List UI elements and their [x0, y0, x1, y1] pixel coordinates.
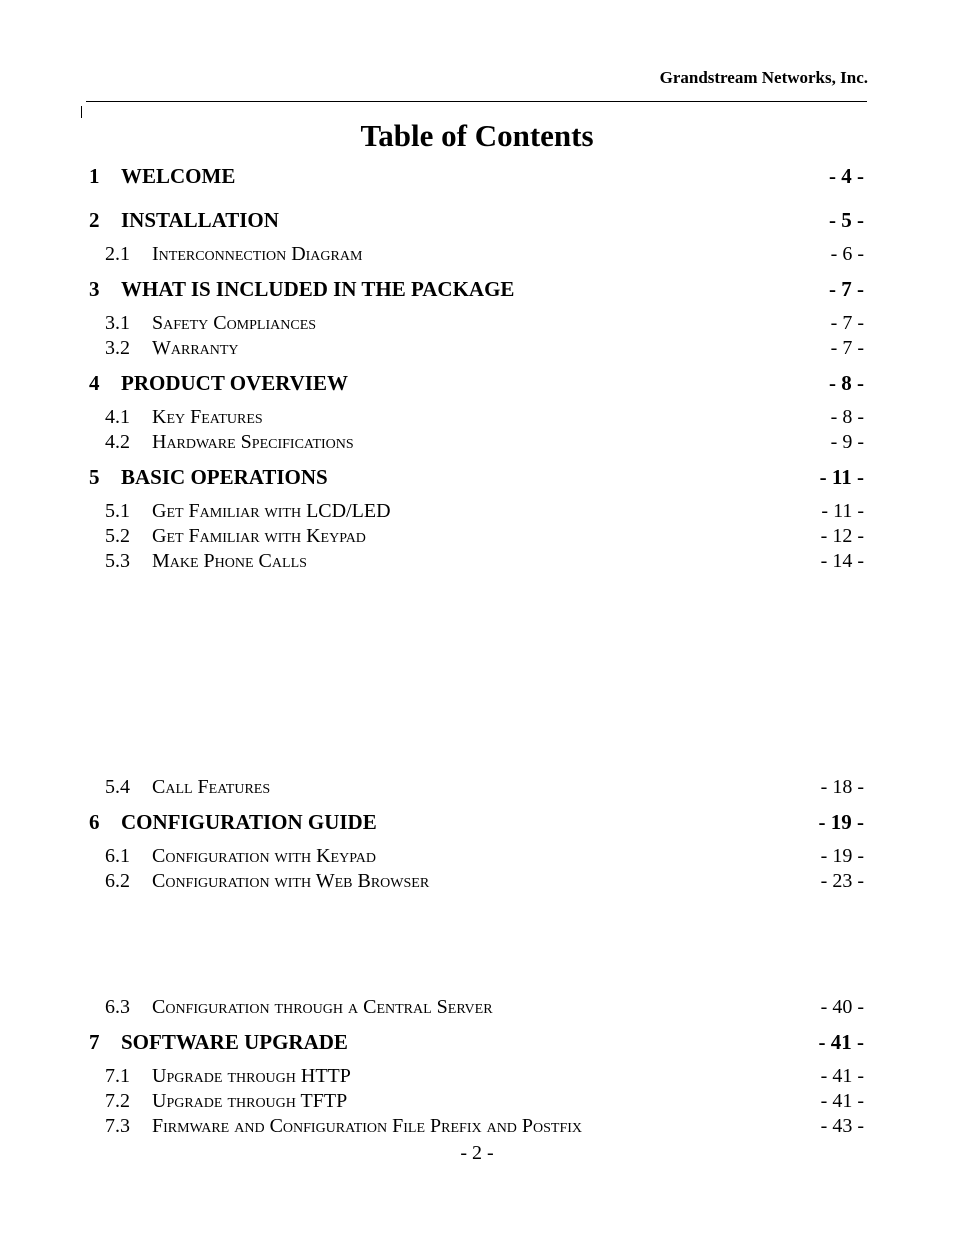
toc-text: Key Features — [152, 406, 263, 428]
toc-number: 7.1 — [105, 1065, 130, 1087]
toc-page: - 40 - — [820, 996, 864, 1018]
toc-entry-5[interactable] — [0, 464, 954, 490]
toc-text: CONFIGURATION GUIDE — [121, 810, 377, 834]
toc-number: 5.3 — [105, 550, 130, 572]
toc-number: 4 — [89, 371, 100, 395]
toc-text: Upgrade through HTTP — [152, 1065, 351, 1087]
toc-entry-6-2[interactable] — [0, 868, 954, 894]
toc-text: Firmware and Configuration File Prefix and Postfix — [152, 1115, 583, 1137]
toc-page: - 19 - — [820, 845, 864, 867]
toc-page: - 41 - — [820, 1090, 864, 1112]
toc-text: Safety Compliances — [152, 312, 317, 334]
toc-page: - 7 - — [830, 337, 864, 359]
toc-number: 5.1 — [105, 500, 130, 522]
toc-text: INSTALLATION — [121, 208, 279, 232]
toc-entry-3-2[interactable] — [0, 335, 954, 361]
toc-entry-3-1[interactable] — [0, 310, 954, 336]
toc-entry-7[interactable] — [0, 1029, 954, 1055]
toc-number: 6.2 — [105, 870, 130, 892]
toc-text: SOFTWARE UPGRADE — [121, 1030, 348, 1054]
toc-number: 7 — [89, 1030, 100, 1054]
toc-entry-7-1[interactable] — [0, 1063, 954, 1089]
toc-text: WELCOME — [121, 164, 236, 188]
toc-text: WHAT IS INCLUDED IN THE PACKAGE — [121, 277, 515, 301]
page-number: - 2 - — [460, 1142, 494, 1164]
toc-text: Configuration with Web Browser — [152, 870, 430, 892]
toc-page: - 11 - — [821, 500, 864, 522]
toc-entry-4-2[interactable] — [0, 429, 954, 455]
toc-number: 1 — [89, 164, 100, 188]
toc-text: Warranty — [152, 337, 239, 359]
toc-number: 2.1 — [105, 243, 130, 265]
toc-entry-5-4[interactable] — [0, 774, 954, 800]
toc-page: - 7 - — [830, 312, 864, 334]
toc-entry-6-3[interactable] — [0, 994, 954, 1020]
toc-number: 6 — [89, 810, 100, 834]
toc-number: 5.2 — [105, 525, 130, 547]
toc-number: 5 — [89, 465, 100, 489]
toc-page: - 23 - — [820, 870, 864, 892]
toc-page: - 4 - — [829, 164, 864, 188]
toc-text: Hardware Specifications — [152, 431, 354, 453]
toc-entry-5-3[interactable] — [0, 548, 954, 574]
toc-text: Get Familiar with Keypad — [152, 525, 366, 547]
toc-page: - 19 - — [818, 810, 864, 834]
toc-text: Get Familiar with LCD/LED — [152, 500, 391, 522]
toc-number: 6.3 — [105, 996, 130, 1018]
toc-entry-5-1[interactable] — [0, 498, 954, 524]
toc-number: 5.4 — [105, 776, 130, 798]
toc-entry-2-1[interactable] — [0, 241, 954, 267]
toc-page: - 41 - — [818, 1030, 864, 1054]
toc-number: 3.2 — [105, 337, 130, 359]
toc-text: Make Phone Calls — [152, 550, 307, 572]
toc-entry-4[interactable] — [0, 370, 954, 396]
toc-page: - 14 - — [820, 550, 864, 572]
toc-text: Configuration through a Central Server — [152, 996, 493, 1018]
toc-text: Interconnection Diagram — [152, 243, 363, 265]
toc-number: 6.1 — [105, 845, 130, 867]
toc-number: 7.2 — [105, 1090, 130, 1112]
toc-page: - 9 - — [830, 431, 864, 453]
toc-entry-7-2[interactable] — [0, 1088, 954, 1114]
toc-number: 2 — [89, 208, 100, 232]
toc-number: 4.2 — [105, 431, 130, 453]
document-title: Table of Contents — [360, 118, 594, 153]
toc-page: - 8 - — [829, 371, 864, 395]
toc-page: - 43 - — [820, 1115, 864, 1137]
toc-page: - 12 - — [820, 525, 864, 547]
toc-text: Upgrade through TFTP — [152, 1090, 348, 1112]
toc-page: - 6 - — [830, 243, 864, 265]
toc-entry-1[interactable] — [0, 163, 954, 189]
toc-entry-2[interactable] — [0, 207, 954, 233]
toc-page: - 8 - — [830, 406, 864, 428]
toc-page: - 18 - — [820, 776, 864, 798]
toc-text: Configuration with Keypad — [152, 845, 376, 867]
toc-text: PRODUCT OVERVIEW — [121, 371, 348, 395]
toc-entry-6-1[interactable] — [0, 843, 954, 869]
toc-entry-7-3[interactable] — [0, 1113, 954, 1139]
toc-number: 4.1 — [105, 406, 130, 428]
toc-number: 3.1 — [105, 312, 130, 334]
company-name: Grandstream Networks, Inc. — [659, 68, 868, 87]
toc-page: - 5 - — [829, 208, 864, 232]
margin-mark — [81, 106, 82, 118]
toc-entry-6[interactable] — [0, 809, 954, 835]
toc-text: Call Features — [152, 776, 271, 798]
toc-text: BASIC OPERATIONS — [121, 465, 328, 489]
toc-number: 3 — [89, 277, 100, 301]
toc-entry-4-1[interactable] — [0, 404, 954, 430]
toc-page: - 7 - — [829, 277, 864, 301]
toc-page: - 41 - — [820, 1065, 864, 1087]
toc-entry-3[interactable] — [0, 276, 954, 302]
toc-page: - 11 - — [819, 465, 864, 489]
header-rule — [86, 101, 867, 102]
toc-entry-5-2[interactable] — [0, 523, 954, 549]
toc-number: 7.3 — [105, 1115, 130, 1137]
